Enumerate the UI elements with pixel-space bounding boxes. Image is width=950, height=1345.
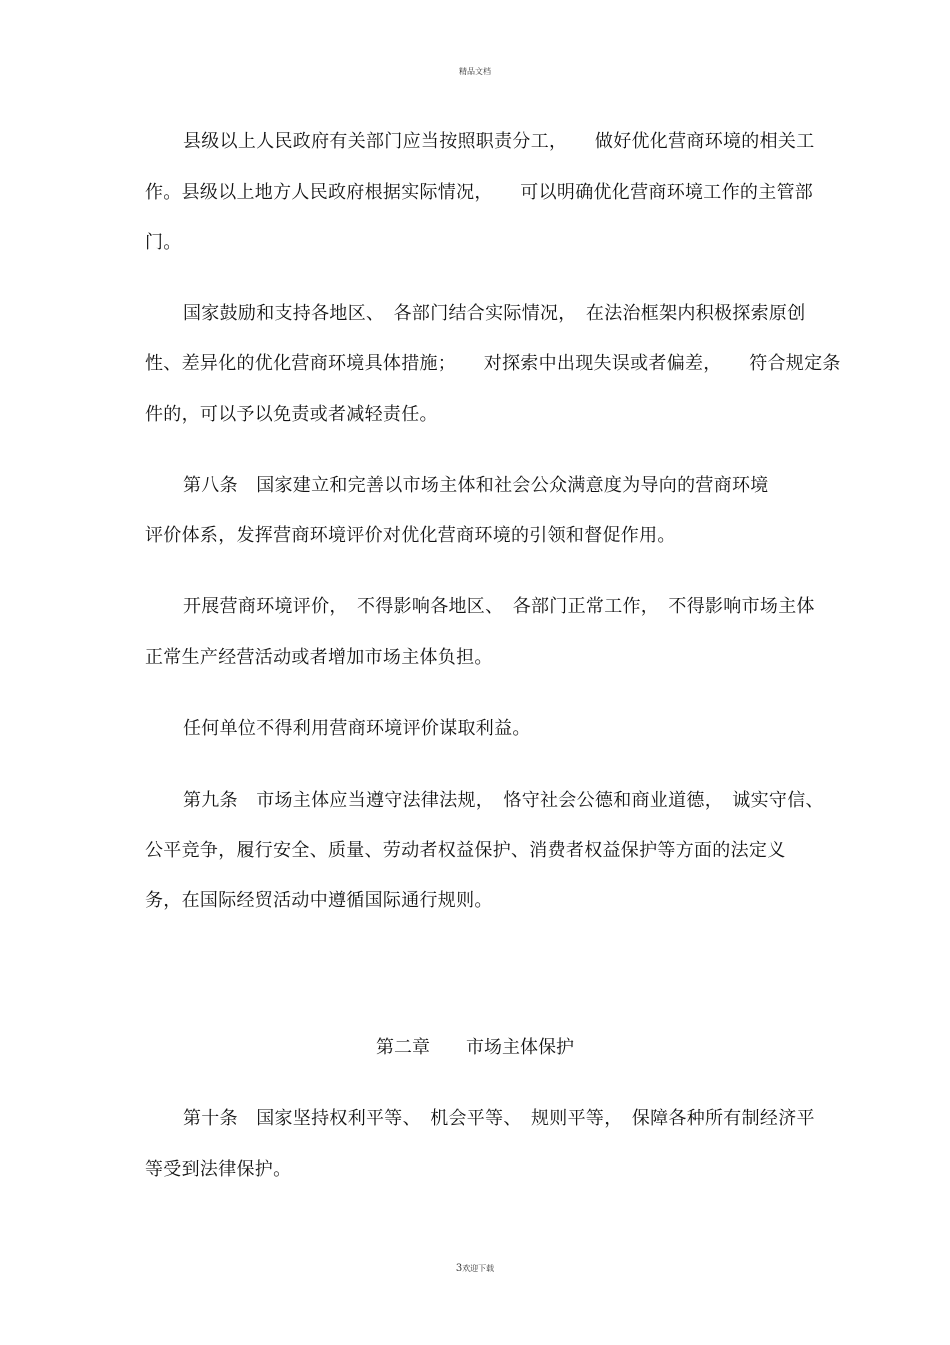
paragraph-1-line-1: 县级以上人民政府有关部门应当按照职责分工， 做好优化营商环境的相关工	[183, 131, 815, 152]
paragraph-1-line-2: 作。县级以上地方人民政府根据实际情况， 可以明确优化营商环境工作的主管部	[145, 182, 814, 203]
article-10-line-2: 等受到法律保护。	[145, 1159, 292, 1180]
footer-text: 欢迎下载	[462, 1264, 495, 1273]
page-footer	[0, 1263, 950, 1274]
paragraph-1-line-3: 门。	[145, 232, 182, 253]
page-number: 3	[455, 1263, 463, 1274]
page-header: 精品文档	[459, 67, 491, 76]
article-9-line-3: 务，在国际经贸活动中遵循国际通行规则。	[145, 890, 493, 911]
paragraph-5-line-1: 任何单位不得利用营商环境评价谋取利益。	[183, 718, 531, 739]
paragraph-2-line-1: 国家鼓励和支持各地区、 各部门结合实际情况， 在法治框架内积极探索原创	[183, 303, 806, 324]
paragraph-2-line-3: 件的，可以予以免责或者减轻责任。	[145, 404, 438, 425]
article-9-line-1: 第九条 市场主体应当遵守法律法规， 恪守社会公德和商业道德， 诚实守信、	[183, 790, 824, 811]
paragraph-4-line-2: 正常生产经营活动或者增加市场主体负担。	[145, 647, 493, 668]
article-8-line-2: 评价体系，发挥营商环境评价对优化营商环境的引领和督促作用。	[145, 525, 676, 546]
article-8-line-1: 第八条 国家建立和完善以市场主体和社会公众满意度为导向的营商环境	[183, 475, 769, 496]
chapter-title: 第二章 市场主体保护	[376, 1037, 574, 1058]
article-10-line-1: 第十条 国家坚持权利平等、 机会平等、 规则平等， 保障各种所有制经济平	[183, 1108, 815, 1129]
paragraph-4-line-1: 开展营商环境评价， 不得影响各地区、 各部门正常工作， 不得影响市场主体	[183, 596, 815, 617]
paragraph-2-line-2: 性、差异化的优化营商环境具体措施； 对探索中出现失误或者偏差， 符合规定条	[145, 353, 841, 374]
article-9-line-2: 公平竞争，履行安全、质量、劳动者权益保护、消费者权益保护等方面的法定义	[145, 840, 786, 861]
